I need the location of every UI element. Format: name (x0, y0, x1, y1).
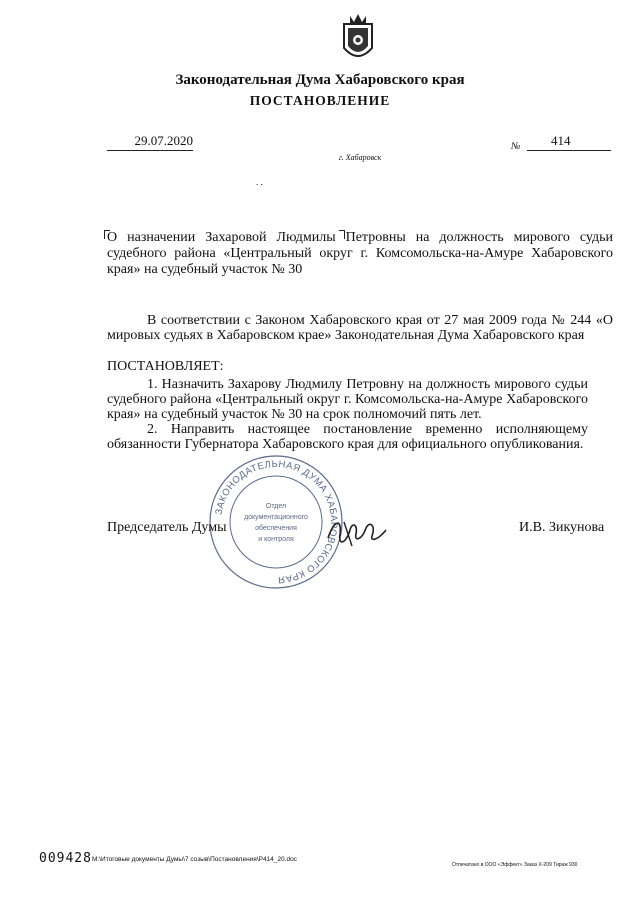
stamp-center-line: обеспечения (255, 525, 297, 532)
handwritten-signature (316, 500, 396, 560)
stamp-center-line: документационного (244, 514, 308, 521)
stamp-ring-text: ЗАКОНОДАТЕЛЬНАЯ ДУМА ХАБАРОВСКОГО КРАЯ (213, 458, 340, 586)
document-type: ПОСТАНОВЛЕНИЕ (249, 93, 391, 108)
document-number: 414 (527, 133, 611, 151)
registration-number: 009428 (39, 851, 92, 866)
city: г. Хабаровск (338, 153, 382, 162)
resolution-item-1: 1. Назначить Захарову Людмилу Петровну на должность мирового судьи судебного района «Центральный округ г. Комсомольска-на-Амуре Хабаровского края» на судебный участок № 30 на срок полномочий пять лет. (107, 377, 588, 422)
stamp-center-line: Отдел (265, 503, 287, 510)
preamble: В соответствии с Законом Хабаровского края от 27 мая 2009 года № 244 «О мировых судьях в Хабаровском крае» Законодательная Дума Хабаровского края (107, 313, 613, 343)
document-subject: О назначении Захаровой Людмилы Петровны на должность мирового судьи судебного района «Центральный округ г. Комсомольска-на-Амуре Хабаровского края» на судебный участок № 30 (107, 230, 613, 277)
stray-marks: . . (256, 177, 263, 187)
resolves-heading: ПОСТАНОВЛЯЕТ: (107, 359, 224, 374)
organization-title: Законодательная Дума Хабаровского края (175, 72, 465, 88)
coat-of-arms-icon (336, 10, 380, 66)
printer-info: Отпечатано в ООО «Эффект» Заказ Х-209 Тираж 930 (452, 862, 578, 868)
file-path: M:\Итоговые документы Думы\7 созыв\Постановления\P414_20.doc (92, 856, 297, 863)
signatory-position: Председатель Думы (107, 520, 227, 535)
stamp-center-line: и контроля (258, 536, 294, 543)
number-label: № (511, 141, 521, 152)
document-date: 29.07.2020 (107, 133, 193, 151)
signatory-name: И.В. Зикунова (519, 520, 605, 535)
resolution-item-2: 2. Направить настоящее постановление временно исполняющему обязанности Губернатора Хабаровского края для официального опубликования. (107, 422, 588, 452)
